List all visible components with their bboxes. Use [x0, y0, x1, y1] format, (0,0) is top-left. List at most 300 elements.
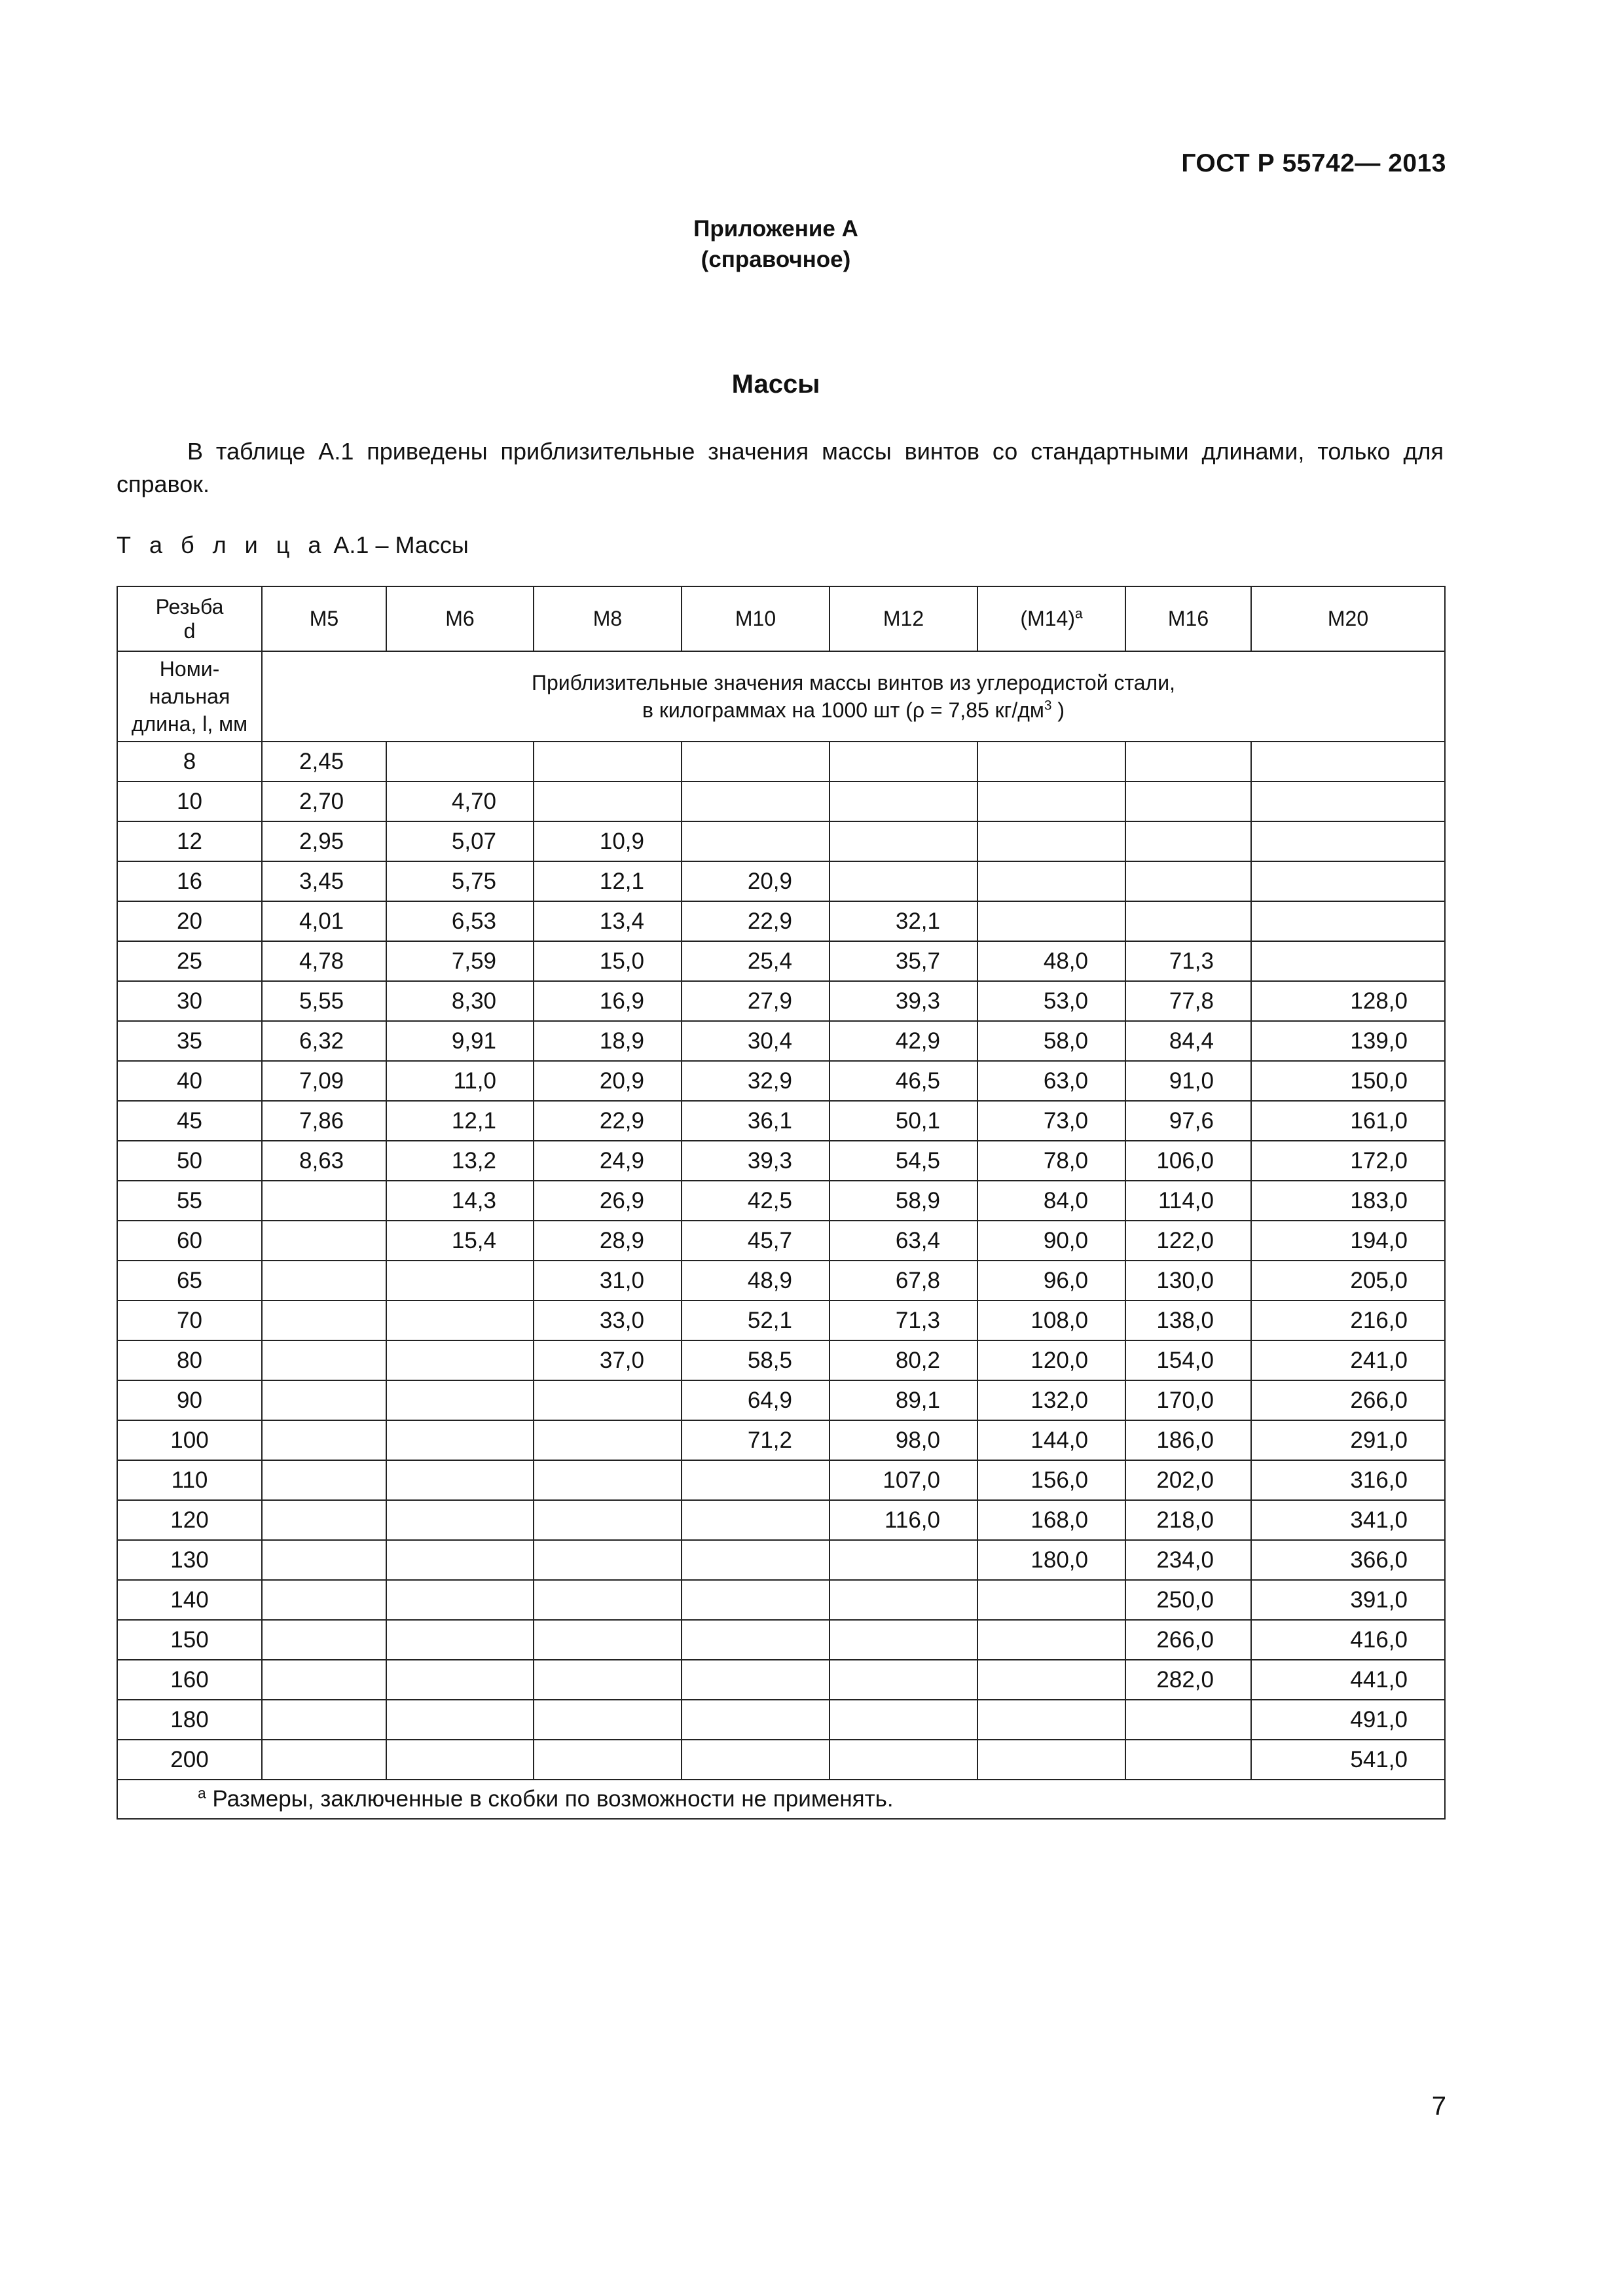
mass-cell: 9,91	[386, 1021, 534, 1061]
mass-cell: 441,0	[1251, 1660, 1445, 1700]
mass-cell: 139,0	[1251, 1021, 1445, 1061]
table-row	[117, 1660, 1445, 1700]
mass-cell	[534, 1420, 682, 1460]
mass-cell	[262, 1580, 386, 1620]
mass-cell	[830, 781, 977, 821]
mass-cell: 541,0	[1251, 1740, 1445, 1780]
mass-cell: 4,78	[262, 941, 386, 981]
footnote-cell	[117, 1780, 1445, 1819]
length-cell: 8	[117, 742, 262, 781]
mass-cell: 316,0	[1251, 1460, 1445, 1500]
mass-cell	[262, 1420, 386, 1460]
mass-cell	[386, 1740, 534, 1780]
thread-column-header	[1251, 586, 1445, 651]
mass-cell: 18,9	[534, 1021, 682, 1061]
mass-cell: 12,1	[386, 1101, 534, 1141]
mass-cell: 20,9	[534, 1061, 682, 1101]
mass-cell: 6,53	[386, 901, 534, 941]
thread-header-cell	[117, 586, 262, 651]
mass-cell	[977, 742, 1125, 781]
mass-cell	[262, 1540, 386, 1580]
mass-cell: 33,0	[534, 1300, 682, 1340]
mass-cell	[386, 1500, 534, 1540]
mass-cell	[386, 1261, 534, 1300]
mass-cell: 7,86	[262, 1101, 386, 1141]
length-header-line: нальная	[149, 685, 230, 708]
table-caption-label: Т а б л и ц а	[117, 531, 327, 558]
mass-cell	[262, 1181, 386, 1221]
mass-cell	[386, 1300, 534, 1340]
mass-cell: 180,0	[977, 1540, 1125, 1580]
table-row	[117, 1380, 1445, 1420]
mass-cell: 90,0	[977, 1221, 1125, 1261]
unit-description-cell	[262, 651, 1445, 742]
thread-header-label: Резьба	[155, 594, 224, 619]
mass-cell: 2,45	[262, 742, 386, 781]
appendix-title: Приложение А	[693, 216, 858, 242]
mass-cell	[1251, 821, 1445, 861]
mass-cell	[386, 1700, 534, 1740]
length-cell: 35	[117, 1021, 262, 1061]
mass-cell	[534, 1500, 682, 1540]
standard-code: ГОСТ Р 55742— 2013	[1181, 149, 1446, 177]
mass-cell	[1125, 1700, 1251, 1740]
mass-cell	[534, 1700, 682, 1740]
thread-column-header	[534, 586, 682, 651]
mass-cell	[262, 1740, 386, 1780]
mass-table-body	[117, 586, 1445, 1819]
mass-cell	[262, 1261, 386, 1300]
mass-cell	[262, 1620, 386, 1660]
mass-cell: 154,0	[1125, 1340, 1251, 1380]
mass-cell: 13,4	[534, 901, 682, 941]
mass-cell	[977, 1700, 1125, 1740]
length-header-cell	[117, 651, 262, 742]
table-row	[117, 1740, 1445, 1780]
mass-cell: 45,7	[682, 1221, 830, 1261]
mass-cell: 8,30	[386, 981, 534, 1021]
mass-cell: 120,0	[977, 1340, 1125, 1380]
mass-cell	[386, 1580, 534, 1620]
mass-cell: 10,9	[534, 821, 682, 861]
mass-cell: 25,4	[682, 941, 830, 981]
mass-cell	[830, 821, 977, 861]
thread-size-label: M20	[1327, 607, 1369, 630]
unit-description-line1: Приблизительные значения массы винтов из углеродистой стали,	[532, 671, 1175, 694]
mass-cell: 78,0	[977, 1141, 1125, 1181]
table-row	[117, 1460, 1445, 1500]
mass-cell	[682, 1460, 830, 1500]
footnote-marker: a	[1074, 606, 1083, 622]
mass-cell: 341,0	[1251, 1500, 1445, 1540]
mass-cell	[682, 781, 830, 821]
length-cell: 25	[117, 941, 262, 981]
length-cell: 180	[117, 1700, 262, 1740]
mass-cell	[262, 1460, 386, 1500]
mass-cell	[1125, 742, 1251, 781]
mass-cell	[1125, 781, 1251, 821]
mass-cell	[1251, 941, 1445, 981]
length-cell: 10	[117, 781, 262, 821]
mass-cell: 58,0	[977, 1021, 1125, 1061]
mass-cell: 216,0	[1251, 1300, 1445, 1340]
length-cell: 20	[117, 901, 262, 941]
mass-cell	[534, 1460, 682, 1500]
footnote-row	[117, 1780, 1445, 1819]
mass-cell	[262, 1500, 386, 1540]
table-row	[117, 1300, 1445, 1340]
length-cell: 16	[117, 861, 262, 901]
mass-cell: 11,0	[386, 1061, 534, 1101]
mass-cell	[830, 1660, 977, 1700]
length-cell: 160	[117, 1660, 262, 1700]
mass-cell: 39,3	[682, 1141, 830, 1181]
mass-cell: 491,0	[1251, 1700, 1445, 1740]
mass-cell: 218,0	[1125, 1500, 1251, 1540]
mass-cell	[262, 1221, 386, 1261]
mass-cell: 27,9	[682, 981, 830, 1021]
mass-cell: 250,0	[1125, 1580, 1251, 1620]
mass-cell	[534, 1620, 682, 1660]
table-row	[117, 1540, 1445, 1580]
mass-cell: 50,1	[830, 1101, 977, 1141]
mass-cell	[262, 1660, 386, 1700]
mass-cell: 22,9	[534, 1101, 682, 1141]
mass-cell: 234,0	[1125, 1540, 1251, 1580]
mass-cell: 13,2	[386, 1141, 534, 1181]
mass-cell	[682, 1700, 830, 1740]
mass-cell	[977, 1580, 1125, 1620]
mass-cell: 14,3	[386, 1181, 534, 1221]
mass-cell: 73,0	[977, 1101, 1125, 1141]
mass-cell	[386, 1420, 534, 1460]
table-row	[117, 1700, 1445, 1740]
length-cell: 140	[117, 1580, 262, 1620]
mass-cell	[977, 861, 1125, 901]
table-row	[117, 1500, 1445, 1540]
intro-paragraph: В таблице А.1 приведены приблизительные значения массы винтов со стандартными длинами, только для справок.	[117, 438, 1444, 497]
mass-cell	[830, 1740, 977, 1780]
length-cell: 100	[117, 1420, 262, 1460]
mass-cell	[682, 1620, 830, 1660]
thread-column-header	[262, 586, 386, 651]
mass-cell	[534, 781, 682, 821]
thread-size-label: M5	[309, 607, 339, 630]
mass-cell: 416,0	[1251, 1620, 1445, 1660]
table-row	[117, 1181, 1445, 1221]
thread-size-label: M6	[445, 607, 475, 630]
length-cell: 40	[117, 1061, 262, 1101]
unit-exponent: 3	[1044, 698, 1052, 713]
mass-cell: 107,0	[830, 1460, 977, 1500]
mass-cell	[386, 1460, 534, 1500]
mass-cell: 36,1	[682, 1101, 830, 1141]
mass-cell: 128,0	[1251, 981, 1445, 1021]
appendix-subtitle: (справочное)	[701, 247, 851, 272]
length-cell: 80	[117, 1340, 262, 1380]
mass-cell: 37,0	[534, 1340, 682, 1380]
mass-cell: 26,9	[534, 1181, 682, 1221]
length-cell: 65	[117, 1261, 262, 1300]
mass-cell	[977, 1660, 1125, 1700]
table-caption-text: А.1 – Массы	[327, 531, 469, 558]
thread-column-header	[682, 586, 830, 651]
mass-cell: 16,9	[534, 981, 682, 1021]
mass-cell	[262, 1700, 386, 1740]
thread-header-symbol: d	[183, 619, 196, 643]
mass-cell: 77,8	[1125, 981, 1251, 1021]
mass-cell	[1125, 901, 1251, 941]
mass-cell: 2,95	[262, 821, 386, 861]
mass-cell: 116,0	[830, 1500, 977, 1540]
mass-cell: 15,0	[534, 941, 682, 981]
mass-cell: 5,07	[386, 821, 534, 861]
mass-cell: 42,5	[682, 1181, 830, 1221]
thread-column-header	[830, 586, 977, 651]
length-cell: 45	[117, 1101, 262, 1141]
appendix-heading	[0, 213, 1552, 275]
mass-cell: 183,0	[1251, 1181, 1445, 1221]
mass-cell	[386, 1540, 534, 1580]
table-row	[117, 901, 1445, 941]
table-row	[117, 861, 1445, 901]
mass-cell: 42,9	[830, 1021, 977, 1061]
mass-cell: 8,63	[262, 1141, 386, 1181]
mass-cell	[534, 1380, 682, 1420]
mass-cell	[682, 742, 830, 781]
table-row	[117, 1420, 1445, 1460]
mass-cell	[977, 1740, 1125, 1780]
thread-size-label: M8	[593, 607, 623, 630]
mass-cell	[534, 1540, 682, 1580]
mass-cell	[262, 1300, 386, 1340]
mass-cell: 6,32	[262, 1021, 386, 1061]
thread-header-row	[117, 586, 1445, 651]
mass-cell: 67,8	[830, 1261, 977, 1300]
mass-cell: 266,0	[1125, 1620, 1251, 1660]
mass-cell	[682, 821, 830, 861]
mass-cell: 168,0	[977, 1500, 1125, 1540]
mass-cell	[534, 1660, 682, 1700]
mass-cell	[262, 1380, 386, 1420]
mass-cell	[682, 1500, 830, 1540]
mass-cell: 71,3	[830, 1300, 977, 1340]
footnote-text: Размеры, заключенные в скобки по возможности не применять.	[206, 1786, 894, 1812]
thread-column-header	[386, 586, 534, 651]
table-row	[117, 742, 1445, 781]
unit-description-line2	[263, 696, 1444, 724]
table-row	[117, 1261, 1445, 1300]
mass-cell	[386, 1620, 534, 1660]
mass-cell: 48,9	[682, 1261, 830, 1300]
mass-cell: 58,9	[830, 1181, 977, 1221]
mass-cell	[1251, 901, 1445, 941]
mass-cell: 20,9	[682, 861, 830, 901]
mass-cell: 172,0	[1251, 1141, 1445, 1181]
mass-cell: 64,9	[682, 1380, 830, 1420]
mass-cell: 186,0	[1125, 1420, 1251, 1460]
mass-cell: 122,0	[1125, 1221, 1251, 1261]
mass-cell: 39,3	[830, 981, 977, 1021]
mass-cell: 5,55	[262, 981, 386, 1021]
page-number: 7	[1431, 2092, 1446, 2121]
table-row	[117, 1101, 1445, 1141]
length-cell: 120	[117, 1500, 262, 1540]
mass-cell: 266,0	[1251, 1380, 1445, 1420]
table-row	[117, 981, 1445, 1021]
length-cell: 110	[117, 1460, 262, 1500]
mass-cell	[682, 1660, 830, 1700]
table-row	[117, 941, 1445, 981]
mass-cell	[830, 861, 977, 901]
length-cell: 70	[117, 1300, 262, 1340]
mass-cell: 194,0	[1251, 1221, 1445, 1261]
thread-column-header	[1125, 586, 1251, 651]
mass-cell: 138,0	[1125, 1300, 1251, 1340]
table-row	[117, 1221, 1445, 1261]
mass-cell: 58,5	[682, 1340, 830, 1380]
mass-cell: 205,0	[1251, 1261, 1445, 1300]
mass-cell: 202,0	[1125, 1460, 1251, 1500]
mass-cell: 63,0	[977, 1061, 1125, 1101]
mass-cell: 48,0	[977, 941, 1125, 981]
mass-cell: 96,0	[977, 1261, 1125, 1300]
mass-cell: 366,0	[1251, 1540, 1445, 1580]
mass-cell: 5,75	[386, 861, 534, 901]
table-row	[117, 781, 1445, 821]
mass-cell: 106,0	[1125, 1141, 1251, 1181]
mass-cell: 31,0	[534, 1261, 682, 1300]
mass-cell: 97,6	[1125, 1101, 1251, 1141]
mass-cell: 91,0	[1125, 1061, 1251, 1101]
mass-cell: 71,2	[682, 1420, 830, 1460]
mass-cell: 46,5	[830, 1061, 977, 1101]
section-title: Массы	[731, 370, 820, 399]
mass-cell	[830, 1580, 977, 1620]
mass-cell: 156,0	[977, 1460, 1125, 1500]
table-row	[117, 1021, 1445, 1061]
mass-cell	[682, 1580, 830, 1620]
thread-size-label: M16	[1167, 607, 1209, 630]
mass-cell: 3,45	[262, 861, 386, 901]
mass-cell: 89,1	[830, 1380, 977, 1420]
mass-cell	[1251, 781, 1445, 821]
mass-cell	[977, 781, 1125, 821]
mass-cell: 63,4	[830, 1221, 977, 1261]
mass-cell: 108,0	[977, 1300, 1125, 1340]
mass-cell: 84,4	[1125, 1021, 1251, 1061]
mass-cell: 4,70	[386, 781, 534, 821]
thread-column-header	[977, 586, 1125, 651]
mass-cell: 32,9	[682, 1061, 830, 1101]
mass-cell	[386, 1340, 534, 1380]
thread-size-label: (M14)	[1020, 607, 1075, 630]
mass-cell	[977, 901, 1125, 941]
mass-cell: 80,2	[830, 1340, 977, 1380]
mass-cell	[1251, 861, 1445, 901]
mass-cell: 161,0	[1251, 1101, 1445, 1141]
length-cell: 50	[117, 1141, 262, 1181]
mass-cell: 28,9	[534, 1221, 682, 1261]
mass-cell: 144,0	[977, 1420, 1125, 1460]
mass-cell	[830, 1620, 977, 1660]
length-cell: 55	[117, 1181, 262, 1221]
mass-cell: 71,3	[1125, 941, 1251, 981]
mass-cell: 12,1	[534, 861, 682, 901]
mass-cell: 7,59	[386, 941, 534, 981]
mass-cell	[1251, 742, 1445, 781]
table-row	[117, 1340, 1445, 1380]
length-cell: 30	[117, 981, 262, 1021]
mass-cell	[682, 1540, 830, 1580]
mass-cell	[977, 1620, 1125, 1660]
mass-cell: 391,0	[1251, 1580, 1445, 1620]
mass-cell	[386, 1660, 534, 1700]
length-cell: 12	[117, 821, 262, 861]
mass-cell	[534, 1580, 682, 1620]
footnote-marker: a	[198, 1784, 206, 1802]
table-row	[117, 1141, 1445, 1181]
mass-cell	[1125, 861, 1251, 901]
mass-cell: 7,09	[262, 1061, 386, 1101]
unit-description-close: )	[1051, 698, 1065, 722]
thread-size-label: M10	[735, 607, 776, 630]
mass-cell: 24,9	[534, 1141, 682, 1181]
mass-cell: 132,0	[977, 1380, 1125, 1420]
mass-cell	[1125, 821, 1251, 861]
mass-cell: 170,0	[1125, 1380, 1251, 1420]
mass-cell	[534, 742, 682, 781]
length-cell: 150	[117, 1620, 262, 1660]
mass-cell	[262, 1340, 386, 1380]
mass-cell: 150,0	[1251, 1061, 1445, 1101]
mass-cell: 30,4	[682, 1021, 830, 1061]
mass-cell	[830, 1540, 977, 1580]
mass-cell: 32,1	[830, 901, 977, 941]
mass-cell: 22,9	[682, 901, 830, 941]
length-cell: 200	[117, 1740, 262, 1780]
mass-cell	[386, 742, 534, 781]
mass-cell: 241,0	[1251, 1340, 1445, 1380]
length-header-line: длина, l, мм	[131, 712, 248, 736]
thread-size-label: M12	[883, 607, 924, 630]
table-caption	[117, 531, 469, 559]
length-cell: 60	[117, 1221, 262, 1261]
mass-cell	[977, 821, 1125, 861]
mass-cell	[682, 1740, 830, 1780]
length-header-line: Номи-	[159, 657, 220, 681]
mass-cell: 15,4	[386, 1221, 534, 1261]
table-row	[117, 1580, 1445, 1620]
mass-cell: 130,0	[1125, 1261, 1251, 1300]
table-row	[117, 821, 1445, 861]
table-row	[117, 1061, 1445, 1101]
mass-cell: 4,01	[262, 901, 386, 941]
mass-cell	[534, 1740, 682, 1780]
mass-table	[117, 586, 1446, 1820]
unit-header-row	[117, 651, 1445, 742]
mass-cell: 35,7	[830, 941, 977, 981]
mass-cell	[386, 1380, 534, 1420]
mass-cell: 98,0	[830, 1420, 977, 1460]
table-row	[117, 1620, 1445, 1660]
length-cell: 90	[117, 1380, 262, 1420]
length-cell: 130	[117, 1540, 262, 1580]
mass-cell: 52,1	[682, 1300, 830, 1340]
mass-cell	[1125, 1740, 1251, 1780]
mass-cell: 2,70	[262, 781, 386, 821]
mass-cell: 53,0	[977, 981, 1125, 1021]
